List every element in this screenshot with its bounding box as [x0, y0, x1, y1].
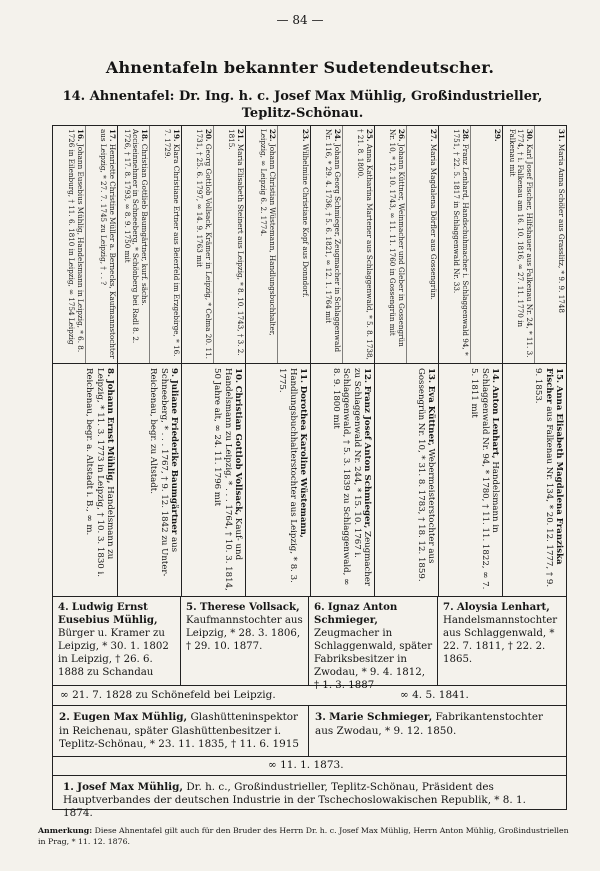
ancestor-number: 18.	[140, 129, 150, 142]
ancestor-7: 7. Aloysia Lenhart, Handelsmannstochter aus Schlaggenwald, * 22. 7. 1811, † 22. 2. 1865.	[443, 601, 558, 665]
ancestor-text: Karl Josef Fischer, Hilfshauer aus Falkenau Nr. 24, * 11. 3. 1774, † i. Falkenau am 16. 10. 1816, ∞ 27. 11. 1770 in Falkenau mit	[507, 129, 534, 358]
ancestor-text: Wilhelmine Christiane Kopf aus Donndorf.	[300, 143, 310, 298]
ancestor-27	[406, 126, 438, 363]
ancestor-number: 25.	[364, 129, 374, 142]
ancestor-5: 5. Therese Vollsack, Kaufmannstochter aus Leipzig, * 28. 3. 1806, † 29. 10. 1877.	[186, 601, 303, 652]
ancestor-31	[534, 126, 566, 363]
ancestor-16	[53, 126, 85, 363]
ancestor-number: 26.	[396, 129, 406, 142]
marriage-4-5: ∞ 21. 7. 1828 zu Schönefeld bei Leipzig.	[60, 689, 276, 701]
ancestor-name: Anton Lenhart,	[489, 385, 500, 459]
ancestor-text: Henriette Christine Müller a. Bernecks, Kaufmannstochter aus Leipzig, * 27. 7. 1745 zu Leipzig, † . . ?	[99, 129, 118, 359]
ancestor-text: Handelsmann zu Leipzig, * 11. 3. 1773 in Leipzig, † 10. 3. 1830 i. Reichenau, begr. a. Altstadt i. B., ∞ m.	[84, 368, 116, 577]
ancestor-2: 2. Eugen Max Mühlig, Glashütteninspektor in Reichenau, später Glashüttenbesitzer i. Teplitz-Schönau, * 23. 11. 1835, † 11. 6. 1915	[59, 711, 299, 751]
ancestor-3: 3. Marie Schmieger, Fabrikantenstochter aus Zwodau, * 9. 12. 1850.	[315, 711, 543, 737]
ancestor-text: Johann Christian Wüstemann, Handlungsbuchhalter, Leipzig, ∞ Leipzig 6. 2. 1774.	[259, 129, 278, 336]
ancestor-name: Eva Küttner,	[425, 385, 436, 446]
ancestor-number: 9.	[169, 368, 180, 377]
divider-gen2-gen1	[52, 705, 567, 706]
ancestor-21	[213, 126, 245, 363]
ancestor-text: Handlungsbuchhalterstochter aus Leipzig, * 8. 3. 1775.	[276, 368, 298, 583]
ancestor-text: Johann Eusebius Mühlig, Handelsmann in Leipzig, * 6. 8. 1726 in Eilenburg, † 11. 6. 1810 in Leipzig, ∞ 1754 Leipzig	[67, 129, 86, 353]
ancestor-number: 30.	[524, 129, 534, 142]
ancestor-4: 4. Ludwig Ernst Eusebius Mühlig, Bürger u. Kramer zu Leipzig, * 30. 1. 1802 in Leipzig, † 26. 6. 1888 zu Schandau	[58, 601, 169, 678]
ancestor-26	[374, 126, 406, 363]
proband: 1. Josef Max Mühlig, Dr. h. c., Großindustrieller, Teplitz-Schönau, Präsident des Hauptverbandes der deutschen Industrie in der Tschechoslowakischen Republik, * 8. 1. 1874.	[63, 781, 526, 819]
ahnentafel-heading: 14. Ahnentafel: Dr. Ing. h. c. Josef Max Mühlig, Großindustrieller, Teplitz-Schönau.	[62, 89, 543, 121]
ancestor-30	[502, 126, 534, 363]
ancestor-number: 12.	[361, 368, 372, 383]
ancestor-number: 11.	[297, 368, 308, 383]
ancestor-number: 28.	[460, 129, 470, 142]
footnote: Anmerkung: Diese Ahnentafel gilt auch für den Bruder des Herrn Dr. h. c. Josef Max Mühlig, Herrn Anton Mühlig, Großindustriellen in Prag, * 11. 12. 1876.	[38, 826, 569, 846]
ancestor-text: Klara Christiane Ertner aus Beierfeld im Erzgebirge, * 16. 7. 1729.	[163, 129, 182, 357]
ancestor-number: 31.	[557, 129, 566, 142]
ancestor-text: Christian Gottlieb Baumgärtner, kurf. sächs. Acciseinnehmer in Schneeberg, * Schönberg bei Radl 8. 2. 1726, † 17. 8. 1793, ∞ 8. 9. 1750 mit	[123, 129, 150, 344]
gen1-marriage-line	[52, 756, 567, 757]
ancestor-13	[374, 364, 438, 596]
ancestor-number: 24.	[332, 129, 342, 142]
ancestor-number: 27.	[428, 129, 438, 142]
ancestor-text: aus Falkenau Nr. 134, * 20. 12. 1777, † 9. 9. 1853.	[533, 368, 554, 588]
ancestor-28	[438, 126, 470, 363]
ancestor-number: 21.	[236, 129, 246, 142]
ancestor-17	[85, 126, 117, 363]
ancestor-24	[310, 126, 342, 363]
ancestor-number: 17.	[108, 129, 118, 142]
ancestor-number: 15.	[554, 368, 564, 383]
ancestor-number: 29.	[492, 129, 502, 142]
ancestor-9	[117, 364, 181, 596]
ancestor-6: 6. Ignaz Anton Schmieger, Zeugmacher in Schlaggenwald, später Fabriksbesitzer in Zwodau, * 9. 4. 1812, † 1. 3. 1887	[314, 601, 433, 691]
ancestor-number: 8.	[105, 368, 116, 377]
ancestor-text: Johann Küttner, Weinmacher und Gleber in Gossengrün Nr. 10, * 12. 10. 1743, ∞ 11. 11. 1760 in Gossengrün mit	[388, 129, 406, 347]
ancestor-text: Anna Katharina Martener aus Schlaggenwald, * 5. 8. 1738, † 21. 8. 1800.	[356, 129, 374, 360]
marriage-6-7: ∞ 4. 5. 1841.	[400, 689, 469, 701]
ancestor-text: Kauf- und Handelsmann zu Leipzig, * . . . 1764, † 10. 3. 1814, 50 Jahre alt, ∞ 24. 11. 1796 mit	[212, 368, 244, 591]
ancestor-8	[53, 364, 117, 596]
ancestor-23	[277, 126, 309, 363]
ancestor-number: 19.	[172, 129, 182, 142]
ancestor-name: Johann Ernst Mühlig,	[105, 379, 116, 484]
ancestor-14	[438, 364, 502, 596]
page-title: Ahnentafeln bekannter Sudetendeutscher.	[105, 58, 495, 77]
ancestor-text: Georg Gottlob Vollsack, Krämer in Leipzig, * Celma 20. 11. 1731, † 25. 6. 1797, ∞ 14. 9. 1763 mit	[195, 129, 214, 359]
ancestor-number: 16.	[76, 129, 86, 142]
ancestor-11	[245, 364, 309, 596]
ancestor-12	[310, 364, 374, 596]
gen2-marriage-line	[52, 685, 567, 686]
ancestor-10	[181, 364, 245, 596]
ancestor-name: Juliane Friederike Baumgärtner	[169, 379, 180, 535]
ancestor-number: 10.	[233, 368, 244, 383]
ancestor-15	[502, 364, 566, 596]
ancestor-22	[245, 126, 277, 363]
divider-gen3-gen2	[52, 596, 567, 597]
ancestor-text: Johann Georg Schmieger, Zeugmacher in Schlaggenwald Nr. 116, * 29. 4. 1736, † 5. 6. 1821, ∞ 12. 1. 1764 mit	[323, 129, 342, 353]
ancestor-19	[149, 126, 181, 363]
ancestor-20	[181, 126, 213, 363]
ancestor-18	[117, 126, 149, 363]
ancestor-number: 13.	[425, 368, 436, 383]
ancestor-text: Maria Elisabeth Steinert aus Leipzig, * 8. 10. 1743, † 3. 2. 1815.	[227, 129, 246, 356]
divider-gen1-proband	[52, 775, 567, 776]
ancestor-text: Franz Lenhard, Handschuhmacher i. Schlaggenwald 94, * 1751, † 22. 5. 1817 in Schlaggenwald Nr. 33.	[452, 129, 470, 356]
ancestor-text: Handelsmann in Schlaggenwald Nr. 94, * 1780, † 11. 11. 1822, ∞ 7. 5. 1811 mit	[469, 368, 500, 590]
ancestor-number: 22.	[268, 129, 278, 142]
ancestor-text: aus Schneeberg, * . . . 1767, † 9. 12. 1842 zu Unter-Reichenau, begr. zu Altstadt.	[148, 368, 180, 577]
ancestor-29	[470, 126, 502, 363]
ancestor-name: Anna Elisabeth Magdalena Franziska Fischer	[543, 368, 564, 565]
ancestor-number: 20.	[204, 129, 214, 142]
ancestor-name: Franz Josef Anton Schmieger,	[361, 385, 372, 529]
ancestor-text: Zeugmacher zu Schlaggenwald Nr. 244, * 15. 10. 1767 i. Schlaggenwald, † 5. 3. 1839 zu Schlaggenwald, ∞ 8. 9. 1800 mit	[330, 368, 372, 587]
ancestor-text: Maria Magdalena Dörfler aus Gossengrün.	[428, 143, 438, 300]
page-number: — 84 —	[276, 13, 324, 27]
marriage-2-3: ∞ 11. 1. 1873.	[268, 759, 344, 771]
ancestor-name: Dorothea Karoline Wüstemann,	[297, 385, 308, 538]
ancestor-name: Christian Gottlob Vollsack,	[233, 385, 244, 516]
ancestor-number: 23.	[300, 129, 310, 142]
ancestor-25	[342, 126, 374, 363]
ancestor-number: 14.	[489, 368, 500, 383]
ancestor-text: Webermeisterstochter aus Gossengrün Nr. 10, * 31. 8. 1783, † 18. 12. 1859.	[415, 368, 436, 582]
ancestor-text: Maria Anna Schöler aus Grasslitz, * 9. 9. 1748	[557, 143, 566, 313]
